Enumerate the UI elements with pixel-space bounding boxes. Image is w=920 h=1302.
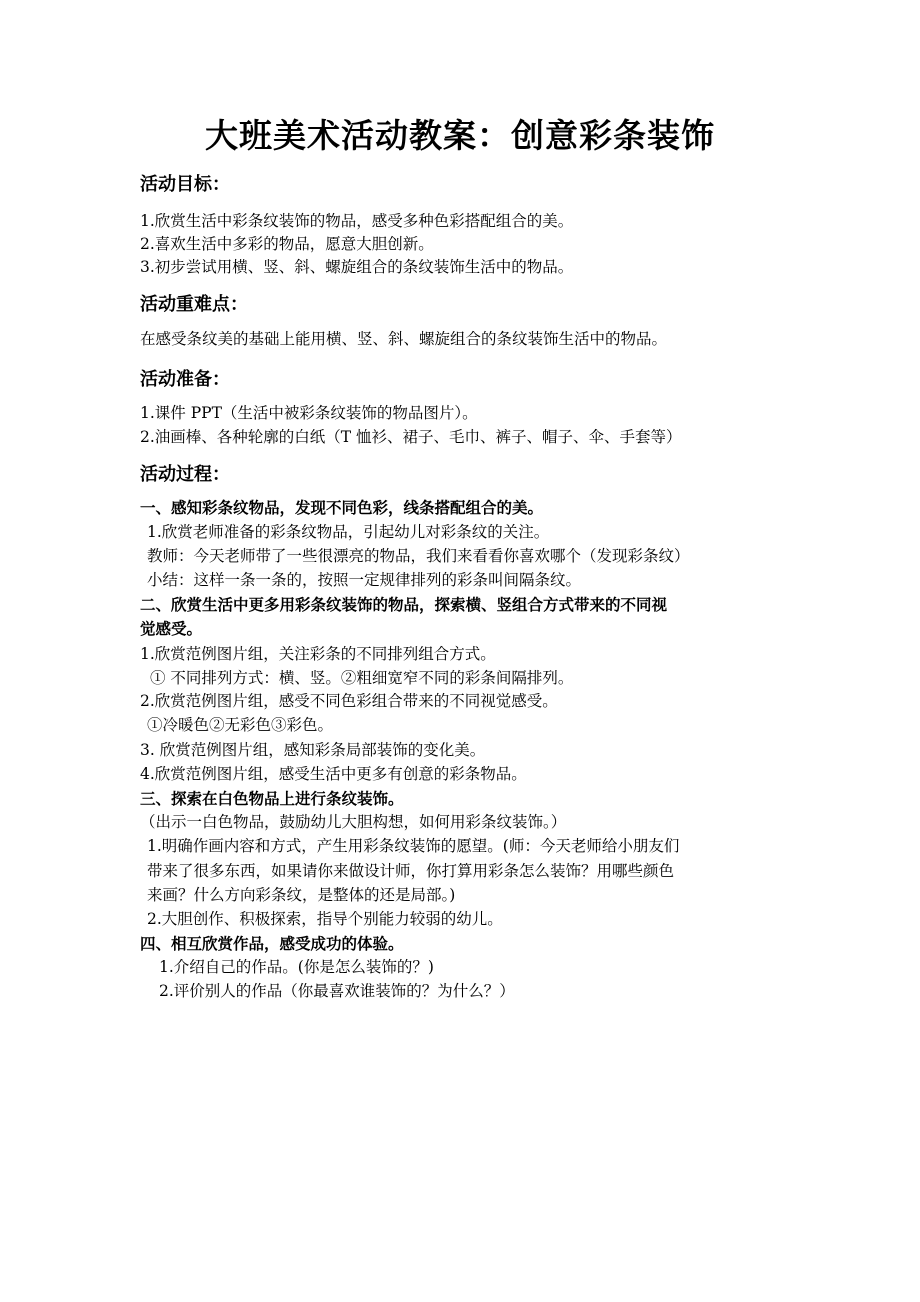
preparation-heading: 活动准备： <box>140 369 230 390</box>
process-section-title: 三、探索在白色物品上进行条纹装饰。 <box>140 790 404 808</box>
process-line: （出示一白色物品，鼓励幼儿大胆构想，如何用彩条纹装饰。） <box>140 813 567 831</box>
process-section-title: 一、感知彩条纹物品，发现不同色彩，线条搭配组合的美。 <box>140 499 544 517</box>
process-heading: 活动过程： <box>140 464 230 485</box>
process-line: ①冷暖色②无彩色③彩色。 <box>147 716 334 734</box>
process-line: 3. 欣赏范例图片组，感知彩条局部装饰的变化美。 <box>140 741 486 759</box>
process-line: 1.介绍自己的作品。(你是怎么装饰的？) <box>159 958 434 976</box>
process-line: 2.评价别人的作品（你最喜欢谁装饰的？为什么？） <box>159 982 515 1000</box>
process-section-title: 四、相互欣赏作品，感受成功的体验。 <box>140 935 404 953</box>
process-section-title: 觉感受。 <box>140 620 203 638</box>
goal-item: 3.初步尝试用横、竖、斜、螺旋组合的条纹装饰生活中的物品。 <box>140 258 574 276</box>
key-points-text: 在感受条纹美的基础上能用横、竖、斜、螺旋组合的条纹装饰生活中的物品。 <box>140 330 668 348</box>
process-line: 2.欣赏范例图片组，感受不同色彩组合带来的不同视觉感受。 <box>140 692 558 710</box>
preparation-item: 1.课件 PPT（生活中被彩条纹装饰的物品图片）。 <box>140 404 478 422</box>
document-title: 大班美术活动教案：创意彩条装饰 <box>205 116 715 155</box>
process-line: ① 不同排列方式：横、竖。②粗细宽窄不同的彩条间隔排列。 <box>150 669 574 687</box>
goal-item: 1.欣赏生活中彩条纹装饰的物品，感受多种色彩搭配组合的美。 <box>140 212 574 230</box>
goals-heading: 活动目标： <box>140 174 230 195</box>
process-line: 小结：这样一条一条的，按照一定规律排列的彩条叫间隔条纹。 <box>147 571 582 589</box>
process-line: 教师：今天老师带了一些很漂亮的物品，我们来看看你喜欢哪个（发现彩条纹） <box>147 547 690 565</box>
process-line: 1.明确作画内容和方式，产生用彩条纹装饰的愿望。(师：今天老师给小朋友们 <box>147 837 680 855</box>
process-line: 1.欣赏老师准备的彩条纹物品，引起幼儿对彩条纹的关注。 <box>147 523 550 541</box>
process-line: 1.欣赏范例图片组，关注彩条的不同排列组合方式。 <box>140 645 496 663</box>
process-section-title: 二、欣赏生活中更多用彩条纹装饰的物品，探索横、竖组合方式带来的不同视 <box>140 596 668 614</box>
process-line: 来画？什么方向彩条纹，是整体的还是局部。) <box>147 886 456 904</box>
process-line: 2.大胆创作、积极探索，指导个别能力较弱的幼儿。 <box>147 910 503 928</box>
preparation-item: 2.油画棒、各种轮廓的白纸（T 恤衫、裙子、毛巾、裤子、帽子、伞、手套等） <box>140 428 682 446</box>
goal-item: 2.喜欢生活中多彩的物品，愿意大胆创新。 <box>140 235 434 253</box>
key-points-heading: 活动重难点： <box>140 294 248 315</box>
process-line: 带来了很多东西，如果请你来做设计师，你打算用彩条怎么装饰？用哪些颜色 <box>147 862 675 880</box>
process-line: 4.欣赏范例图片组，感受生活中更多有创意的彩条物品。 <box>140 765 527 783</box>
